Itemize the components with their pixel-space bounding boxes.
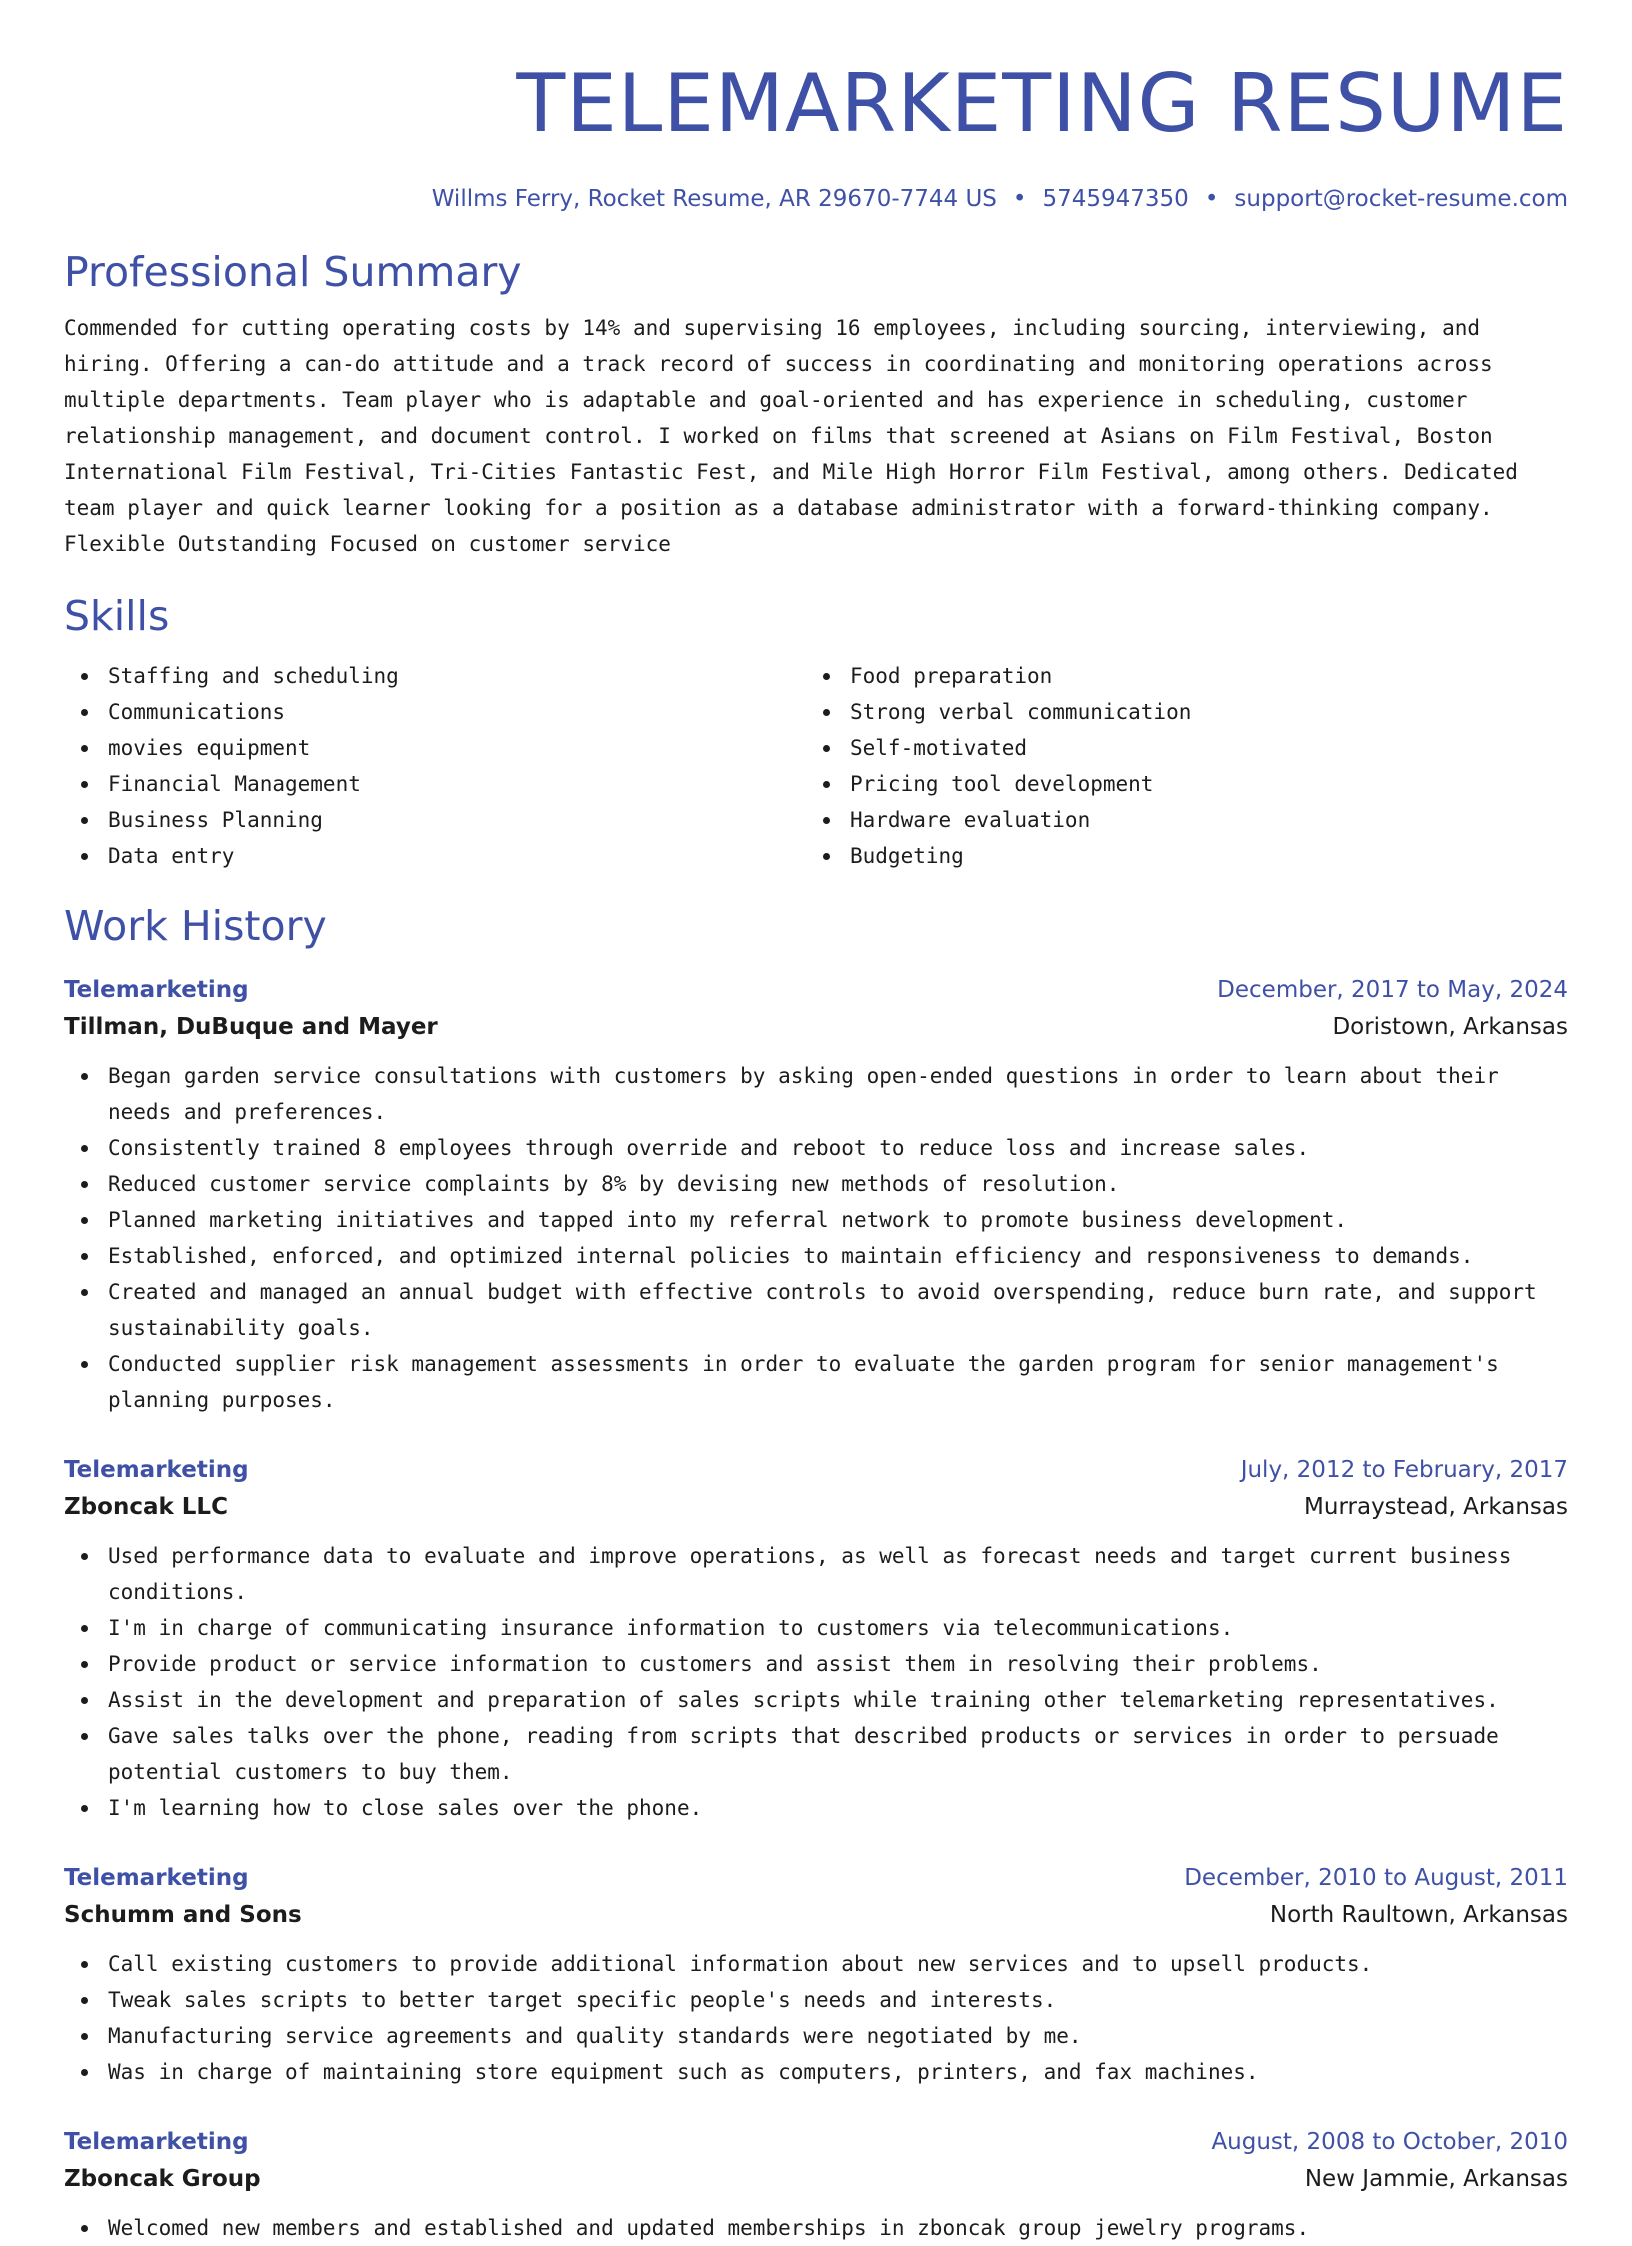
skill-item: Self-motivated bbox=[850, 730, 1548, 766]
job-bullets bbox=[64, 1058, 1568, 1418]
job-location: Murraystead, Arkansas bbox=[1304, 1494, 1568, 1520]
job-title: Telemarketing bbox=[64, 1457, 249, 1483]
job-bullet: Established, enforced, and optimized internal policies to maintain efficiency and responsiveness to demands. bbox=[108, 1238, 1568, 1274]
skills-column-left bbox=[64, 658, 806, 874]
contact-email[interactable]: support@rocket-resume.com bbox=[1234, 186, 1568, 212]
job-dates: December, 2017 to May, 2024 bbox=[1217, 977, 1568, 1003]
job-bullets bbox=[64, 1946, 1568, 2090]
job-company: Zboncak LLC bbox=[64, 1494, 228, 1520]
job-company: Tillman, DuBuque and Mayer bbox=[64, 1014, 438, 1040]
job-bullet: Call existing customers to provide additional information about new services and to upsell products. bbox=[108, 1946, 1568, 1982]
job-dates: August, 2008 to October, 2010 bbox=[1211, 2129, 1568, 2155]
job-title-row bbox=[64, 1860, 1568, 1896]
summary-heading: Professional Summary bbox=[64, 248, 522, 296]
job-bullet: Reduced customer service complaints by 8% by devising new methods of resolution. bbox=[108, 1166, 1568, 1202]
job-bullet: Gave sales talks over the phone, reading from scripts that described products or services in order to persuade potential customers to buy them. bbox=[108, 1718, 1568, 1790]
job-title: Telemarketing bbox=[64, 977, 249, 1003]
job-company: Schumm and Sons bbox=[64, 1902, 302, 1928]
skill-item: Hardware evaluation bbox=[850, 802, 1548, 838]
job-bullet: Welcomed new members and established and updated memberships in zboncak group jewelry programs. bbox=[108, 2210, 1568, 2246]
resume-page bbox=[64, 0, 1568, 2246]
contact-separator: • bbox=[1012, 186, 1027, 212]
job-bullet: Tweak sales scripts to better target specific people's needs and interests. bbox=[108, 1982, 1568, 2018]
job-bullet: Conducted supplier risk management assessments in order to evaluate the garden program for senior management's planning purposes. bbox=[108, 1346, 1568, 1418]
resume-header bbox=[64, 0, 1568, 214]
skills-heading: Skills bbox=[64, 592, 170, 640]
skill-item: Strong verbal communication bbox=[850, 694, 1548, 730]
job-entry bbox=[64, 1860, 1568, 2090]
job-entry bbox=[64, 1452, 1568, 1826]
skill-item: Pricing tool development bbox=[850, 766, 1548, 802]
job-company: Zboncak Group bbox=[64, 2166, 261, 2192]
job-bullet: Began garden service consultations with customers by asking open-ended questions in order to learn about their needs and preferences. bbox=[108, 1058, 1568, 1130]
job-location: Doristown, Arkansas bbox=[1332, 1014, 1568, 1040]
contact-line bbox=[64, 184, 1568, 214]
resume-title: TELEMARKETING RESUME bbox=[516, 57, 1568, 150]
job-bullet: Created and managed an annual budget with effective controls to avoid overspending, reduce burn rate, and support sustainability goals. bbox=[108, 1274, 1568, 1346]
job-title-row bbox=[64, 1452, 1568, 1488]
job-bullet: Consistently trained 8 employees through override and reboot to reduce loss and increase sales. bbox=[108, 1130, 1568, 1166]
job-entry bbox=[64, 2124, 1568, 2246]
job-bullet: Assist in the development and preparation of sales scripts while training other telemarketing representatives. bbox=[108, 1682, 1568, 1718]
job-title: Telemarketing bbox=[64, 2129, 249, 2155]
skill-item: Staffing and scheduling bbox=[108, 658, 806, 694]
skills-column-right bbox=[806, 658, 1548, 874]
skill-item: Communications bbox=[108, 694, 806, 730]
job-entry bbox=[64, 972, 1568, 1418]
skill-item: Budgeting bbox=[850, 838, 1548, 874]
contact-phone[interactable]: 5745947350 bbox=[1042, 186, 1189, 212]
job-title-row bbox=[64, 972, 1568, 1008]
job-title: Telemarketing bbox=[64, 1865, 249, 1891]
work-history-heading: Work History bbox=[64, 902, 327, 950]
skill-item: Financial Management bbox=[108, 766, 806, 802]
job-company-row bbox=[64, 1008, 1568, 1046]
job-bullets bbox=[64, 2210, 1568, 2246]
job-bullet: I'm in charge of communicating insurance information to customers via telecommunications. bbox=[108, 1610, 1568, 1646]
job-dates: July, 2012 to February, 2017 bbox=[1240, 1457, 1568, 1483]
job-bullets bbox=[64, 1538, 1568, 1826]
job-bullet: Was in charge of maintaining store equipment such as computers, printers, and fax machines. bbox=[108, 2054, 1568, 2090]
job-location: New Jammie, Arkansas bbox=[1304, 2166, 1568, 2192]
job-dates: December, 2010 to August, 2011 bbox=[1184, 1865, 1568, 1891]
job-bullet: I'm learning how to close sales over the phone. bbox=[108, 1790, 1568, 1826]
job-bullet: Provide product or service information to customers and assist them in resolving their problems. bbox=[108, 1646, 1568, 1682]
job-location: North Raultown, Arkansas bbox=[1269, 1902, 1568, 1928]
job-company-row bbox=[64, 2160, 1568, 2198]
contact-separator: • bbox=[1204, 186, 1219, 212]
job-company-row bbox=[64, 1896, 1568, 1934]
skills-list bbox=[64, 658, 1568, 874]
skill-item: movies equipment bbox=[108, 730, 806, 766]
job-company-row bbox=[64, 1488, 1568, 1526]
job-bullet: Used performance data to evaluate and improve operations, as well as forecast needs and target current business conditions. bbox=[108, 1538, 1568, 1610]
skill-item: Business Planning bbox=[108, 802, 806, 838]
job-title-row bbox=[64, 2124, 1568, 2160]
job-bullet: Planned marketing initiatives and tapped into my referral network to promote business development. bbox=[108, 1202, 1568, 1238]
job-bullet: Manufacturing service agreements and quality standards were negotiated by me. bbox=[108, 2018, 1568, 2054]
summary-text: Commended for cutting operating costs by 14% and supervising 16 employees, including sourcing, interviewing, and hiring. Offering a can-do attitude and a track record of success in coordinating and monitoring operations across multiple departments. Team player who is adaptable and goal-oriented and has experience in scheduling, customer relationship management, and document control. I worked on films that screened at Asians on Film Festival, Boston International Film Festival, Tri-Cities Fantastic Fest, and Mile High Horror Film Festival, among others. Dedicated team player and quick learner looking for a position as a database administrator with a forward-thinking company. Flexible Outstanding Focused on customer service bbox=[64, 316, 1518, 556]
contact-address: Willms Ferry, Rocket Resume, AR 29670-7744 US bbox=[431, 186, 997, 212]
skill-item: Data entry bbox=[108, 838, 806, 874]
skill-item: Food preparation bbox=[850, 658, 1548, 694]
